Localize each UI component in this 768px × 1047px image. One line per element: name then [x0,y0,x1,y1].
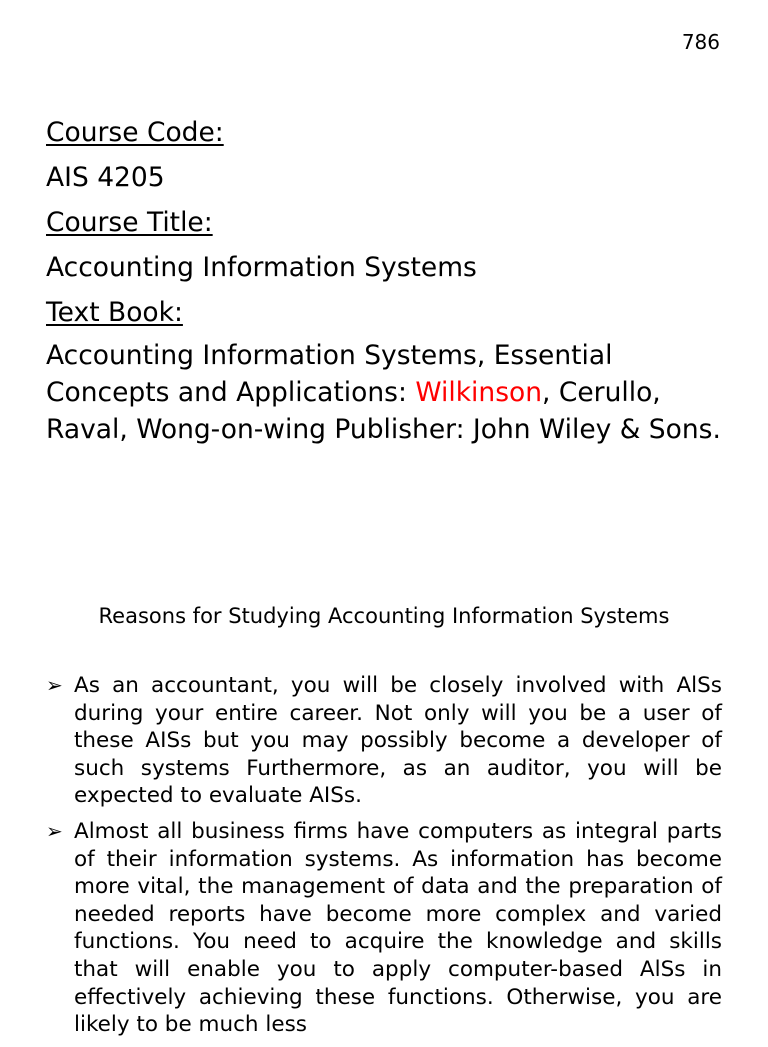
textbook-value [46,337,726,448]
bullet-text: As an accountant, you will be closely involved with AlSs during your entire career. Not only will you be a user of these AISs but you may possibly become a developer of such systems Furthermore, as an auditor, you will be expected to evaluate AISs. [74,673,722,809]
textbook-text-after: , Cerullo, Raval, Wong-on-wing Publisher: John Wiley & Sons. [46,377,721,445]
course-title-label: Course Title: [46,207,213,238]
course-code-label: Course Code: [46,117,224,148]
list-item [46,818,722,1039]
section-title: Reasons for Studying Accounting Information Systems [98,604,670,628]
arrow-bullet-icon: ➢ [46,673,63,697]
textbook-label: Text Book: [46,297,183,328]
course-title-value: Accounting Information Systems [46,252,477,283]
bullet-list [46,672,722,1047]
textbook-text-before: Accounting Information Systems, Essential Concepts and Applications: [46,340,613,408]
course-code-value: AIS 4205 [46,162,165,193]
list-item [46,672,722,810]
textbook-author-highlight: Wilkinson [415,377,543,408]
arrow-bullet-icon: ➢ [46,818,63,843]
course-info [46,110,726,448]
page-number: 786 [681,30,720,54]
bullet-text: Almost all business firms have computers as integral parts of their information systems. As information has become more vital, the management of data and the preparation of needed reports have become more complex and varied functions. You need to acquire the knowledge and skills that will enable you to apply computer-based AlSs in effectively achieving these functions. Otherwise, you are likely to be much less [74,818,722,1038]
